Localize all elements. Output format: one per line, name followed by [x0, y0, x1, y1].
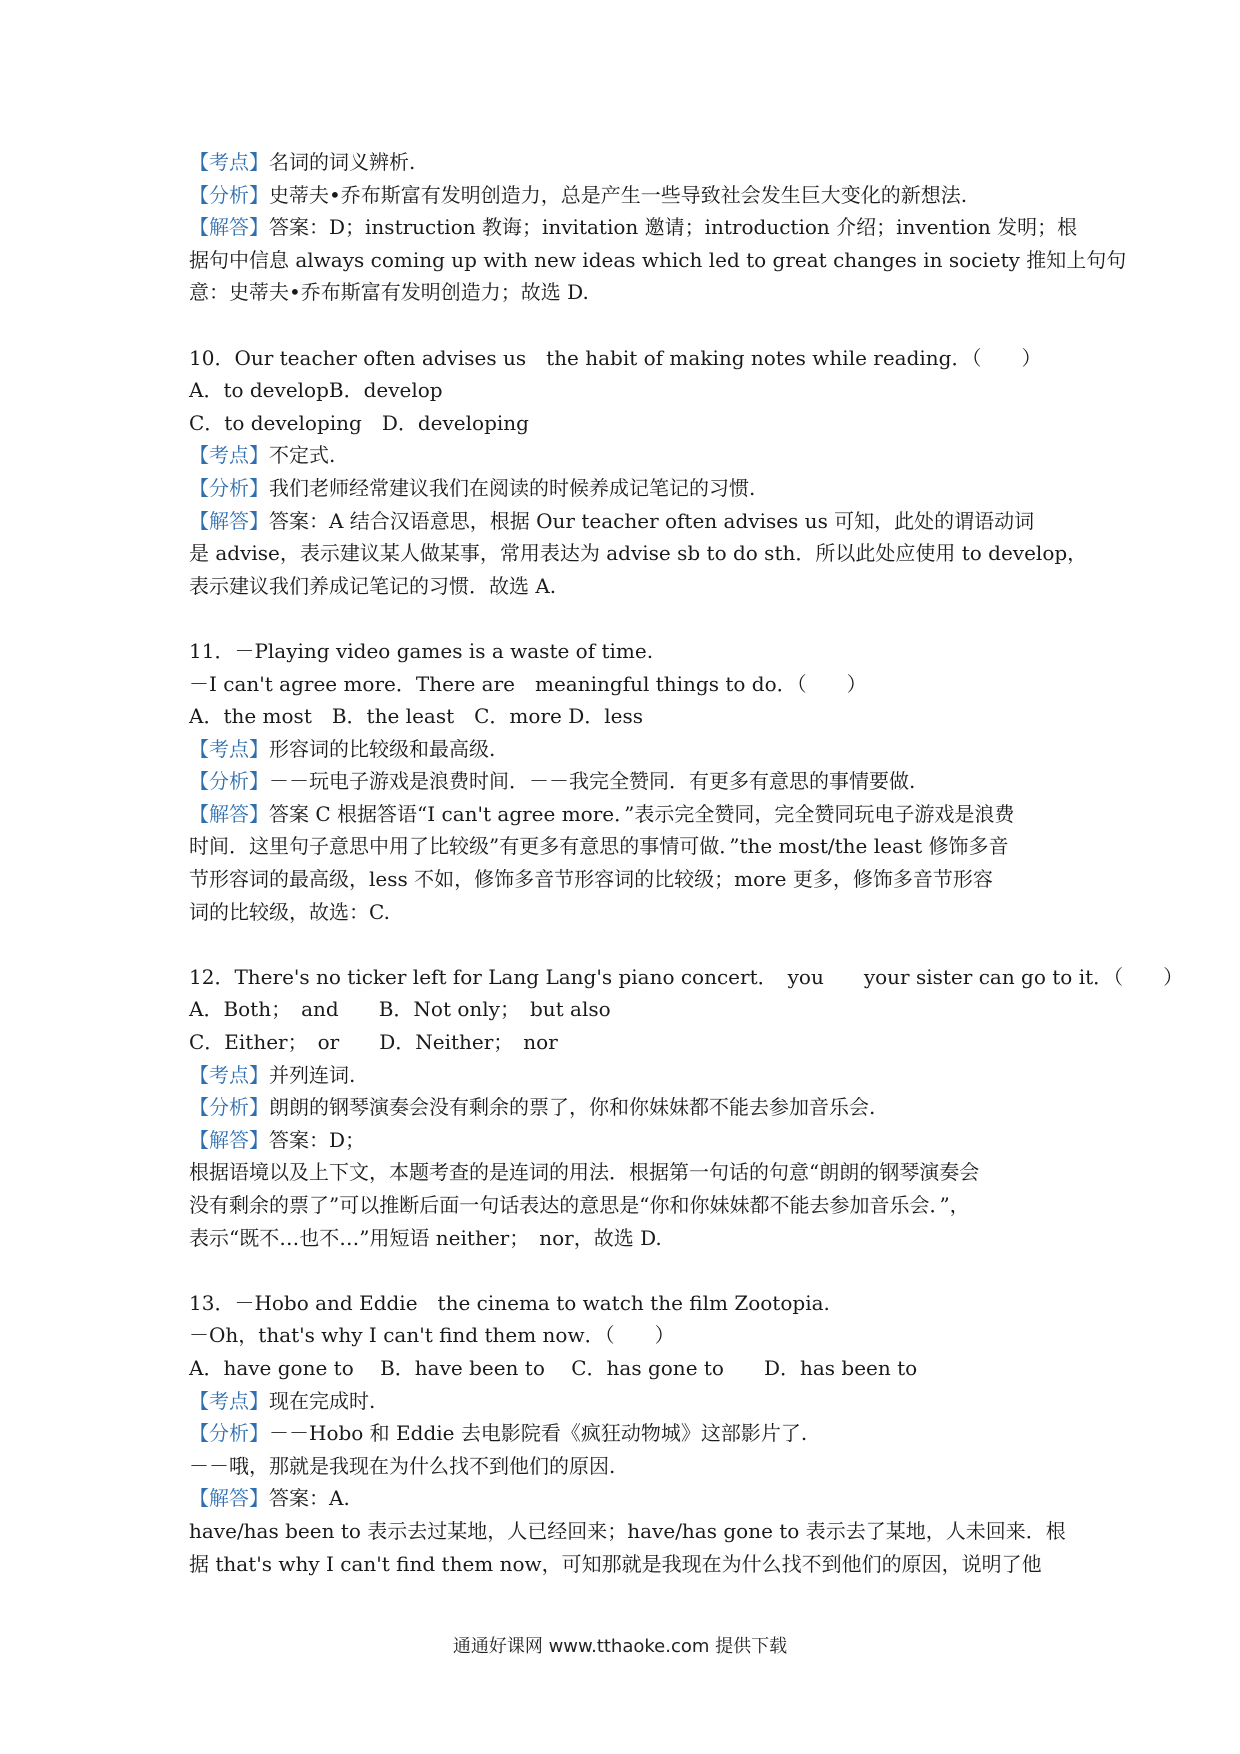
line-text: 10．Our teacher often advises us the habit of making notes while reading．（ ）	[189, 345, 1042, 370]
text-line	[189, 244, 1127, 277]
line-text: 根据语境以及上下文，本题考查的是连词的用法．根据第一句话的句意“朗朗的钢琴演奏会	[189, 1160, 980, 1185]
line-text: 并列连词.	[269, 1062, 356, 1087]
text-line	[189, 342, 1069, 375]
paragraph-gap	[189, 928, 1069, 961]
line-text: 答案 C 根据答语“I can't agree more．”表示完全赞同，完全赞同玩电子游戏是浪费	[269, 801, 1015, 826]
text-line	[189, 211, 1078, 244]
text-line	[189, 635, 1069, 668]
line-text: －－Hobo 和 Eddie 去电影院看《疯狂动物城》这部影片了.	[269, 1421, 808, 1446]
text-line	[189, 961, 1184, 994]
section-tag-fenxi: 【分析】	[189, 1421, 269, 1446]
text-line	[189, 537, 1088, 570]
section-tag-jieda: 【解答】	[189, 1486, 269, 1511]
text-line	[189, 1548, 1069, 1581]
line-text: 时间．这里句子意思中用了比较级”有更多有意思的事情可做．”the most/the least 修饰多音	[189, 834, 1009, 859]
section-tag-jieda: 【解答】	[189, 215, 269, 240]
section-tag-jieda: 【解答】	[189, 801, 269, 826]
line-text: －－玩电子游戏是浪费时间．－－我完全赞同．有更多有意思的事情要做.	[269, 769, 916, 794]
section-tag-fenxi: 【分析】	[189, 475, 269, 500]
line-text: 据句中信息 always coming up with new ideas which led to great changes in society 推知上句句	[189, 247, 1127, 272]
text-line	[189, 798, 1069, 831]
line-text: 节形容词的最高级，less 不如，修饰多音节形容词的比较级；more 更多，修饰多音节形容	[189, 867, 993, 892]
paragraph-gap	[189, 602, 1069, 635]
text-line	[189, 993, 1069, 1026]
line-text: 表示“既不…也不…”用短语 neither； nor，故选 D.	[189, 1225, 662, 1250]
line-text: 13．－Hobo and Eddie the cinema to watch the film Zootopia.	[189, 1290, 830, 1315]
text-line	[189, 1156, 1069, 1189]
text-line	[189, 733, 1069, 766]
text-line	[189, 1059, 1069, 1092]
text-line	[189, 1026, 1069, 1059]
line-text: 答案：D；	[269, 1127, 366, 1152]
section-tag-jieda: 【解答】	[189, 508, 269, 533]
text-line	[189, 1417, 1069, 1450]
line-text: 11．－Playing video games is a waste of time.	[189, 638, 654, 663]
text-line	[189, 570, 1069, 603]
text-line	[189, 1287, 1069, 1320]
line-text: 我们老师经常建议我们在阅读的时候养成记笔记的习惯.	[269, 475, 756, 500]
text-line	[189, 505, 1069, 538]
line-text: 词的比较级，故选：C.	[189, 899, 390, 924]
section-tag-fenxi: 【分析】	[189, 182, 269, 207]
line-text: 12．There's no ticker left for Lang Lang's piano concert． you your sister can go to it．（ ）	[189, 964, 1184, 989]
section-tag-fenxi: 【分析】	[189, 1095, 269, 1120]
line-text: A．to developB．develop	[189, 378, 443, 403]
text-line	[189, 146, 1069, 179]
text-line	[189, 1124, 1069, 1157]
line-text: 形容词的比较级和最高级.	[269, 736, 496, 761]
line-text: 朗朗的钢琴演奏会没有剩余的票了，你和你妹妹都不能去参加音乐会.	[269, 1095, 876, 1120]
line-text: 现在完成时.	[269, 1388, 376, 1413]
section-tag-kaodian: 【考点】	[189, 443, 269, 468]
text-line	[189, 439, 1069, 472]
page-footer: 通通好课网 www.tthaoke.com 提供下载	[452, 1636, 788, 1657]
section-tag-kaodian: 【考点】	[189, 1388, 269, 1413]
line-text: 史蒂夫•乔布斯富有发明创造力，总是产生一些导致社会发生巨大变化的新想法.	[269, 182, 968, 207]
line-text: 答案：A 结合汉语意思，根据 Our teacher often advises us 可知，此处的谓语动词	[269, 508, 1035, 533]
document-body	[189, 146, 1184, 1580]
text-line	[189, 1222, 1069, 1255]
text-line	[189, 1352, 1069, 1385]
line-text: 名词的词义辨析.	[269, 150, 416, 174]
section-tag-fenxi: 【分析】	[189, 769, 269, 794]
line-text: 是 advise，表示建议某人做某事，常用表达为 advise sb to do sth．所以此处应使用 to develop，	[189, 541, 1088, 566]
text-line	[189, 896, 1069, 929]
text-line	[189, 1482, 1069, 1515]
text-line	[189, 765, 1069, 798]
line-text: －Oh，that's why I can't find them now．（ ）	[189, 1323, 675, 1348]
paragraph-gap	[189, 309, 1069, 342]
section-tag-kaodian: 【考点】	[189, 736, 269, 761]
section-tag-kaodian: 【考点】	[189, 1062, 269, 1087]
text-line	[189, 1319, 1069, 1352]
text-line	[189, 276, 1069, 309]
text-line	[189, 1450, 1069, 1483]
line-text: 不定式.	[269, 443, 336, 468]
text-line	[189, 1189, 1069, 1222]
text-line	[189, 1091, 1069, 1124]
text-line	[189, 374, 1069, 407]
line-text: C．Either； or D．Neither； nor	[189, 1030, 558, 1055]
line-text: －－哦，那就是我现在为什么找不到他们的原因.	[189, 1453, 616, 1478]
line-text: －I can't agree more．There are meaningful things to do．（ ）	[189, 671, 867, 696]
text-line	[189, 700, 1069, 733]
text-line	[189, 863, 1069, 896]
line-text: 意：史蒂夫•乔布斯富有发明创造力；故选 D.	[189, 280, 589, 305]
line-text: 表示建议我们养成记笔记的习惯．故选 A.	[189, 573, 557, 598]
section-tag-kaodian: 【考点】	[189, 150, 269, 174]
line-text: A．have gone to B．have been to C．has gone to D．has been to	[189, 1355, 918, 1380]
line-text: A．Both； and B．Not only； but also	[189, 997, 611, 1022]
text-line	[189, 407, 1069, 440]
text-line	[189, 1385, 1069, 1418]
line-text: C．to developing D．developing	[189, 410, 529, 435]
line-text: 答案：D；instruction 教诲；invitation 邀请；introduction 介绍；invention 发明；根	[269, 215, 1078, 240]
text-line	[189, 668, 1069, 701]
text-line	[189, 1515, 1069, 1548]
section-tag-jieda: 【解答】	[189, 1127, 269, 1152]
text-line	[189, 830, 1069, 863]
text-line	[189, 179, 1069, 212]
text-line	[189, 472, 1069, 505]
paragraph-gap	[189, 1254, 1069, 1287]
line-text: have/has been to 表示去过某地，人已经回来；have/has gone to 表示去了某地，人未回来．根	[189, 1518, 1066, 1543]
line-text: 据 that's why I can't find them now，可知那就是我现在为什么找不到他们的原因，说明了他	[189, 1551, 1042, 1576]
line-text: 答案：A.	[269, 1486, 350, 1511]
line-text: A．the most B．the least C．more D．less	[189, 704, 643, 729]
line-text: 没有剩余的票了”可以推断后面一句话表达的意思是“你和你妹妹都不能去参加音乐会．”，	[189, 1193, 970, 1217]
